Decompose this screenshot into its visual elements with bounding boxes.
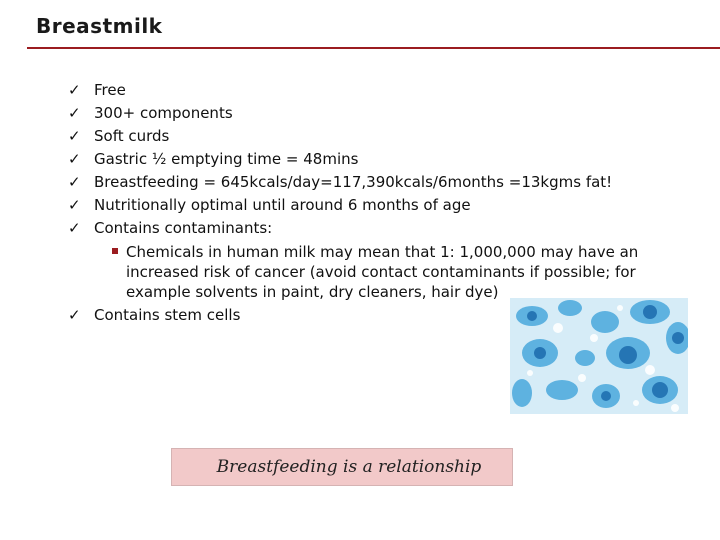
title-divider	[27, 47, 720, 49]
bullet-text: Gastric ½ emptying time = 48mins	[94, 150, 359, 168]
square-bullet-icon	[112, 248, 118, 254]
bullet-item	[68, 148, 688, 171]
bullet-text: Contains contaminants:	[94, 219, 273, 237]
stem-cells-micrograph	[510, 298, 688, 414]
checkmark-icon: ✓	[68, 306, 81, 324]
bullet-list	[68, 79, 688, 327]
checkmark-icon: ✓	[68, 150, 81, 168]
checkmark-icon: ✓	[68, 196, 81, 214]
slide-title: Breastmilk	[36, 14, 163, 38]
bullet-text: Breastfeeding = 645kcals/day=117,390kcals/6months =13kgms fat!	[94, 173, 613, 191]
bullet-item	[68, 102, 688, 125]
relationship-banner	[171, 448, 513, 486]
bullet-text: Free	[94, 81, 126, 99]
banner-text: Breastfeeding is a relationship	[216, 457, 482, 477]
checkmark-icon: ✓	[68, 81, 81, 99]
bullet-text: Nutritionally optimal until around 6 months of age	[94, 196, 471, 214]
bullet-item	[68, 217, 688, 302]
bullet-text: Contains stem cells	[94, 306, 241, 324]
micrograph-svg	[510, 298, 688, 414]
bullet-item	[68, 79, 688, 102]
bullet-text: 300+ components	[94, 104, 233, 122]
bullet-item	[68, 125, 688, 148]
checkmark-icon: ✓	[68, 127, 81, 145]
checkmark-icon: ✓	[68, 219, 81, 237]
bullet-item	[68, 194, 688, 217]
checkmark-icon: ✓	[68, 104, 81, 122]
sub-bullet-item	[94, 242, 688, 302]
checkmark-icon: ✓	[68, 173, 81, 191]
sub-bullet-text: Chemicals in human milk may mean that 1: 1,000,000 may have an increased risk of cancer (avoid contact contaminants if possible; for example solvents in paint, dry cleaners, hair dye)	[126, 243, 639, 301]
bullet-text: Soft curds	[94, 127, 170, 145]
bullet-item	[68, 171, 688, 194]
